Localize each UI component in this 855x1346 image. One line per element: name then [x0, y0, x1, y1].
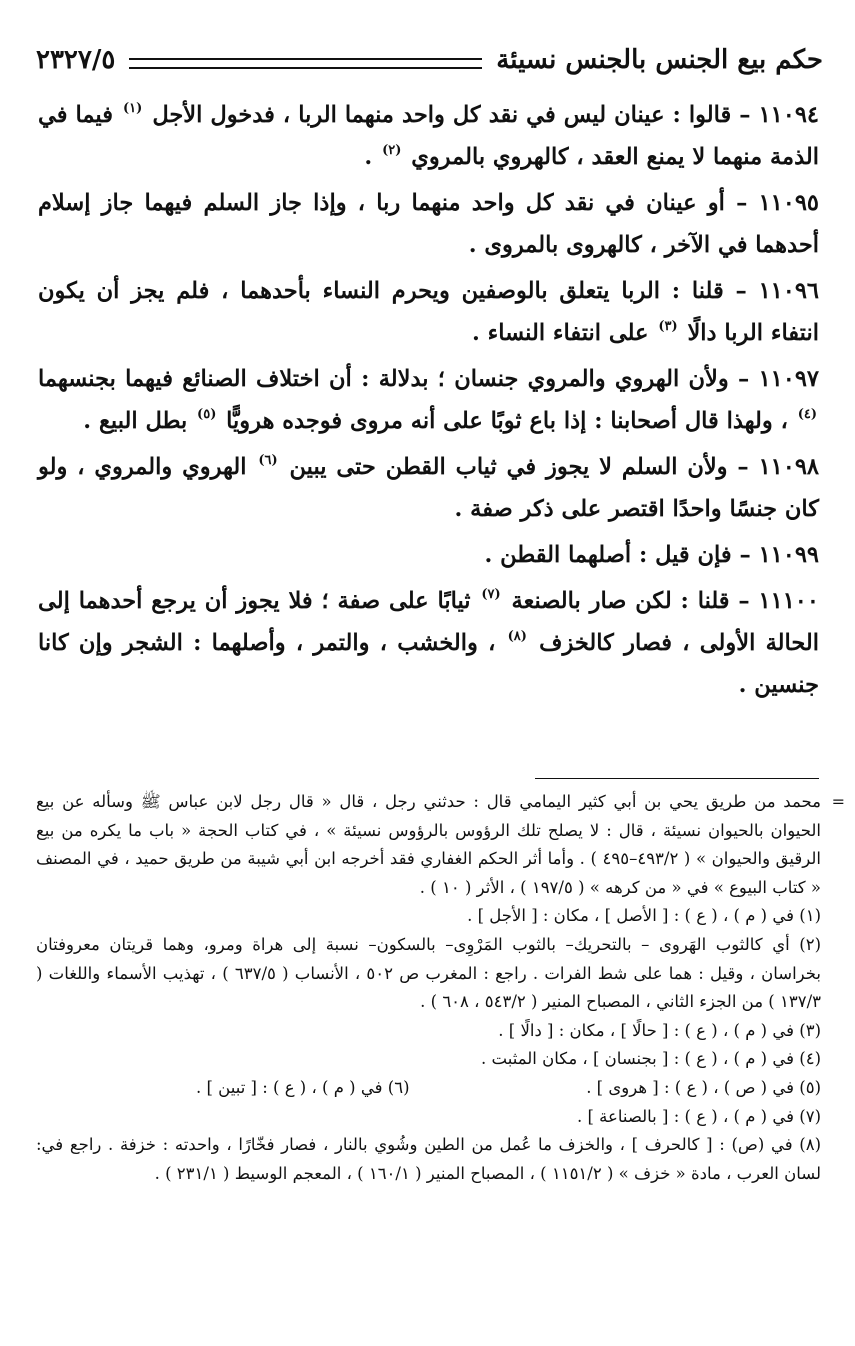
paragraph-text: – قلنا : الربا يتعلق بالوصفين ويحرم النساء بأحدهما ، فلم يجز أن يكون انتفاء الربا دالًا: [38, 278, 819, 346]
page-header: [36, 40, 823, 80]
paragraph-text: .: [364, 144, 381, 170]
paragraph-text: – قلنا : لكن صار بالصنعة: [502, 588, 759, 614]
paragraph-number: ١١١٠٠: [758, 588, 819, 614]
footnote-row: [36, 1074, 821, 1103]
paragraph-text: – ولأن الهروي والمروي جنسان ؛ بدلالة : أن اختلاف الصنائع فيهما بجنسهما: [38, 366, 759, 392]
footnote-2: (٢) أي كالثوب الهَروى – بالتحريك– بالثوب المَرْوِى– بالسكون– نسبة إلى هراة ومرو، وهما قريتان معروفتان بخراسان ، وقيل : هما على شط الفرات . راجع : المغرب ص ٥٠٢ ، الأنساب ( ٦٣٧/٥ ) ، تهذيب الأسماء واللغات ( ١٣٧/٣ ) من الجزء الثاني ، المصباح المنير ( ٥٤٣/٢ ، ٦٠٨ ) .: [36, 934, 822, 1012]
paragraph-text: على انتفاء النساء .: [472, 320, 657, 346]
running-title: حكم بيع الجنس بالجنس نسيئة: [496, 45, 823, 75]
paragraph-text: – أو عينان في نقد كل واحد منهما ربا ، وإذا جاز السلم فيهما جاز إسلام أحدهما في الآخر ، كالهروى بالمروى .: [38, 190, 819, 258]
footnote-ref: (٣): [658, 319, 678, 334]
header-rule: [129, 58, 482, 69]
paragraph-text: – ولأن السلم لا يجوز في ثياب القطن حتى يبين: [279, 454, 759, 480]
paragraph-number: ١١٠٩٧: [758, 366, 819, 392]
footnote-ref: (٨): [507, 629, 527, 644]
paragraph-number: ١١٠٩٦: [758, 278, 819, 304]
footnote-8: (٨) في (ص) : [ كالحرف ] ، والخزف ما عُمل من الطين وشُوي بالنار ، فصار فخّارًا ، واحدته : خزفة . راجع في: لسان العرب ، مادة « خزف » ( ١١٥١/٢ ) ، المصباح المنير ( ١٦٠/١ ) ، المعجم الوسيط ( ٢٣١/١ ) .: [36, 1135, 821, 1183]
paragraph-11098: [38, 446, 819, 530]
paragraph-text: ، والخشب ، والتمر ، وأصلهما : الشجر وإن كانا جنسين .: [38, 630, 819, 698]
footnote-ref: (١): [123, 101, 143, 116]
main-text: [38, 94, 819, 710]
paragraph-text: الهروي والمروي ، ولو كان جنسًا واحدًا اقتصر على ذكر صفة .: [38, 454, 819, 522]
paragraph-11096: [38, 270, 819, 354]
footnote-6: (٦) في ( م ) ، ( ع ) : [ تبين ] .: [196, 1077, 410, 1097]
paragraph-11099: [38, 534, 819, 576]
continuation-mark: =: [831, 792, 845, 811]
paragraph-number: ١١٠٩٩: [758, 542, 819, 568]
footnote-7: (٧) في ( م ) ، ( ع ) : [ بالصناعة ] .: [576, 1106, 821, 1126]
paragraph-number: ١١٠٩٤: [758, 102, 819, 128]
footnote-1: (١) في ( م ) ، ( ع ) : [ الأصل ] ، مكان : [ الأجل ] .: [467, 906, 821, 926]
footnote-text: محمد من طريق يحي بن أبي كثير اليمامي قال : حدثني رجل ، قال « قال رجل لابن عباس ﷺ وسأله عن بيع الحيوان بالحيوان نسيئة ، قال : لا يصلح تلك الرؤوس بالرؤوس نسيئة » ، في كتاب الحجة « باب ما يكره من بيع الرقيق والحيوان » ( ٤٩٣/٢–٤٩٥ ) . وأما أثر الحكم الغفاري فقد أخرجه ابن أبي شيبة من طريق حميد ، في المصنف « كتاب البيوع » في « من كرهه » ( ١٩٧/٥ ) ، الأثر ( ١٠ ) .: [36, 792, 821, 897]
footnotes: [36, 788, 845, 1188]
paragraph-11097: [38, 358, 819, 442]
footnote-ref: (٧): [481, 587, 501, 602]
footnote-divider: [535, 778, 819, 779]
paragraph-text: ، ولهذا قال أصحابنا : إذا باع ثوبًا على أنه مروى فوجده هرويًّا: [218, 408, 796, 434]
paragraph-text: – قالوا : عينان ليس في نقد كل واحد منهما الربا ، فدخول الأجل: [144, 102, 759, 128]
paragraph-text: فيما في الذمة منهما لا يمنع العقد ، كالهروي بالمروي: [38, 102, 819, 170]
page-number: ٢٣٢٧/٥: [36, 45, 116, 75]
paragraph-11100: [38, 580, 819, 706]
paragraph-text: بطل البيع .: [83, 408, 196, 434]
paragraph-text: ثيابًا على صفة ؛ فلا يجوز أن يرجع أحدهما إلى الحالة الأولى ، فصار كالخزف: [38, 588, 819, 656]
footnote-ref: (٢): [382, 143, 402, 158]
footnote-3: (٣) في ( م ) ، ( ع ) : [ حالًا ] ، مكان : [ دالًا ] .: [498, 1020, 821, 1040]
paragraph-number: ١١٠٩٥: [758, 190, 819, 216]
paragraph-number: ١١٠٩٨: [758, 454, 819, 480]
paragraph-11095: [38, 182, 819, 266]
footnote-ref: (٥): [197, 407, 217, 422]
footnote-ref: (٦): [258, 453, 278, 468]
paragraph-11094: [38, 94, 819, 178]
paragraph-text: – فإن قيل : أصلهما القطن .: [484, 542, 759, 568]
footnote-continuation: [36, 788, 845, 902]
footnote-4: (٤) في ( م ) ، ( ع ) : [ بجنسان ] ، مكان المثبت .: [481, 1049, 821, 1069]
footnote-5: (٥) في ( ص ) ، ( ع ) : [ هروى ] .: [586, 1077, 821, 1097]
footnote-ref: (٤): [797, 407, 817, 422]
